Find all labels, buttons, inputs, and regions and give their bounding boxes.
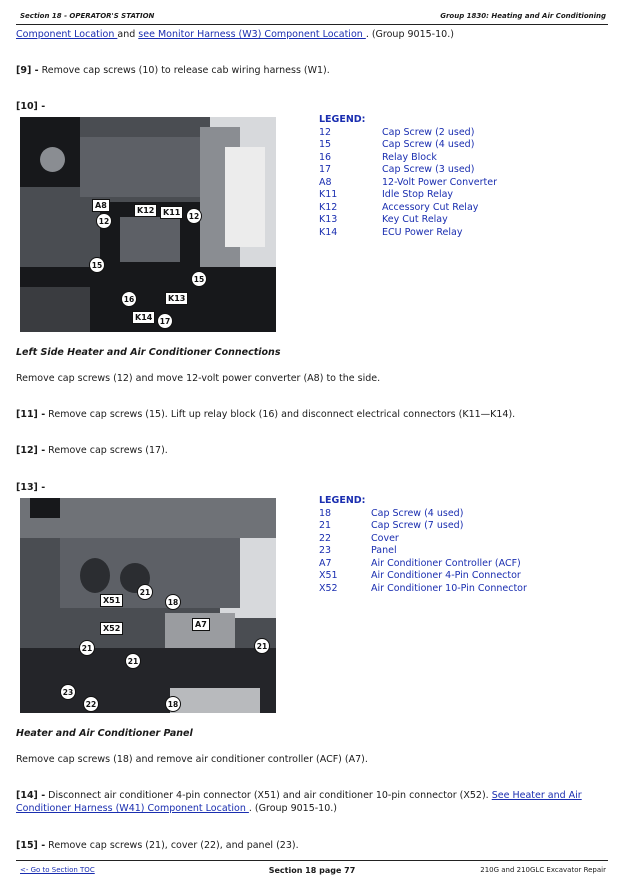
callout-21-top: 21 [137, 584, 153, 600]
legend-1-row [319, 189, 497, 202]
heater-ac-harness-link-b[interactable]: Conditioner Harness (W41) Component Location [16, 803, 249, 814]
paragraph-remove-a8: Remove cap screws (12) and move 12-volt power converter (A8) to the side. [16, 373, 381, 384]
page-number: Section 18 page 77 [268, 866, 356, 875]
legend-2-row [319, 570, 527, 583]
legend-1-row [319, 214, 497, 227]
legend-key: 23 [319, 545, 332, 556]
callout-23: 23 [60, 684, 76, 700]
legend-desc: Cap Screw (4 used) [382, 139, 475, 150]
legend-key: 22 [319, 532, 332, 544]
callout-18-bottom: 18 [165, 696, 181, 712]
legend-2-row [319, 583, 527, 596]
section-heading-ac-panel: Heater and Air Conditioner Panel [16, 728, 193, 739]
callout-a8: A8 [92, 199, 110, 212]
legend-2-row [319, 545, 527, 558]
step-12-text: Remove cap screws (17). [45, 445, 168, 456]
legend-1-row [319, 227, 497, 240]
legend-key: 18 [319, 507, 332, 519]
callout-15-right: 15 [191, 271, 207, 287]
legend-desc: Cover [371, 532, 399, 544]
callout-16: 16 [121, 291, 137, 307]
component-location-link[interactable]: Component Location [16, 29, 118, 40]
step-11-number: [11] - [16, 409, 46, 420]
callout-21-right: 21 [254, 638, 270, 654]
legend-desc: Air Conditioner Controller (ACF) [371, 557, 521, 569]
step-15-text: Remove cap screws (21), cover (22), and panel (23). [45, 840, 299, 851]
legend-key: K14 [319, 226, 338, 238]
legend-desc: Relay Block [382, 151, 437, 163]
heater-ac-harness-link-a[interactable]: See Heater and Air [491, 790, 582, 801]
legend-desc: Cap Screw (7 used) [371, 520, 464, 531]
callout-k11: K11 [160, 206, 183, 219]
ac-panel-photo [20, 498, 276, 713]
legend-desc: Key Cut Relay [382, 214, 448, 225]
step-11-text: Remove cap screws (15). Lift up relay block (16) and disconnect electrical connectors (K11—K14). [45, 409, 516, 420]
legend-desc: ECU Power Relay [382, 226, 463, 238]
relay-block-photo [20, 117, 276, 332]
callout-a7: A7 [192, 618, 210, 631]
legend-key: A8 [319, 176, 332, 188]
legend-1 [319, 114, 497, 239]
legend-key: K13 [319, 214, 338, 225]
callout-x52: X52 [100, 622, 123, 635]
step-15-number: [15] - [16, 840, 46, 851]
step-12 [16, 445, 168, 456]
legend-2 [319, 495, 527, 595]
paragraph-remove-a7: Remove cap screws (18) and remove air conditioner controller (ACF) (A7). [16, 754, 368, 765]
callout-17: 17 [157, 313, 173, 329]
step-9 [16, 65, 330, 76]
header-divider [16, 24, 608, 25]
legend-key: 21 [319, 520, 332, 531]
legend-key: X52 [319, 582, 338, 594]
callout-15-left: 15 [89, 257, 105, 273]
legend-key: K11 [319, 189, 338, 200]
legend-key: K12 [319, 201, 338, 213]
step-9-number: [9] - [16, 65, 39, 76]
legend-2-row [319, 508, 527, 521]
legend-desc: Air Conditioner 10-Pin Connector [371, 582, 527, 594]
legend-desc: Cap Screw (3 used) [382, 164, 475, 175]
step-15 [16, 840, 299, 851]
step-14-number: [14] - [16, 790, 46, 801]
legend-1-row [319, 152, 497, 165]
legend-key: A7 [319, 557, 332, 569]
step-9-text: Remove cap screws (10) to release cab wiring harness (W1). [38, 65, 330, 76]
legend-desc: Air Conditioner 4-Pin Connector [371, 570, 521, 581]
intro-tail-text: . (Group 9015-10.) [365, 29, 454, 40]
legend-2-row [319, 533, 527, 546]
legend-key: 17 [319, 164, 332, 175]
legend-1-row [319, 139, 497, 152]
callout-18-top: 18 [165, 594, 181, 610]
monitor-harness-link[interactable]: see Monitor Harness (W3) Component Location [138, 29, 366, 40]
intro-mid-text: and [117, 29, 139, 40]
callout-21-left: 21 [79, 640, 95, 656]
legend-key: X51 [319, 570, 338, 581]
legend-key: 15 [319, 139, 332, 150]
step-12-number: [12] - [16, 445, 46, 456]
legend-desc: Cap Screw (2 used) [382, 126, 475, 138]
step-14-continued [16, 803, 337, 814]
step-10-number: [10] - [16, 101, 46, 112]
callout-k12: K12 [134, 204, 157, 217]
legend-1-title: LEGEND: [319, 114, 366, 125]
legend-key: 16 [319, 151, 332, 163]
step-14-tail: . (Group 9015-10.) [248, 803, 337, 814]
legend-desc: 12-Volt Power Converter [382, 176, 497, 188]
legend-2-title: LEGEND: [319, 495, 366, 506]
callout-22: 22 [83, 696, 99, 712]
callout-12-right: 12 [186, 208, 202, 224]
step-14-text: Disconnect air conditioner 4-pin connector (X51) and air conditioner 10-pin connector (X52). [45, 790, 492, 801]
legend-1-row [319, 127, 497, 140]
legend-desc: Idle Stop Relay [382, 189, 454, 200]
legend-desc: Accessory Cut Relay [382, 201, 479, 213]
intro-line [16, 29, 454, 40]
callout-12-left: 12 [96, 213, 112, 229]
legend-desc: Cap Screw (4 used) [371, 507, 464, 519]
group-header: Group 1830: Heating and Air Conditioning [440, 12, 606, 20]
step-11 [16, 409, 515, 420]
callout-21-center: 21 [125, 653, 141, 669]
legend-desc: Panel [371, 545, 397, 556]
callout-k14: K14 [132, 311, 155, 324]
step-13-number: [13] - [16, 482, 46, 493]
legend-1-row [319, 177, 497, 190]
legend-key: 12 [319, 126, 332, 138]
section-header: Section 18 - OPERATOR'S STATION [20, 12, 155, 20]
legend-2-row [319, 558, 527, 571]
callout-x51: X51 [100, 594, 123, 607]
section-toc-link[interactable]: <- Go to Section TOC [20, 866, 95, 874]
section-heading-left-side: Left Side Heater and Air Conditioner Connections [16, 347, 281, 358]
legend-2-row [319, 520, 527, 533]
footer-divider [16, 860, 608, 861]
callout-k13: K13 [165, 292, 188, 305]
legend-1-row [319, 202, 497, 215]
manual-title: 210G and 210GLC Excavator Repair [480, 866, 606, 874]
step-14 [16, 790, 582, 801]
legend-1-row [319, 164, 497, 177]
